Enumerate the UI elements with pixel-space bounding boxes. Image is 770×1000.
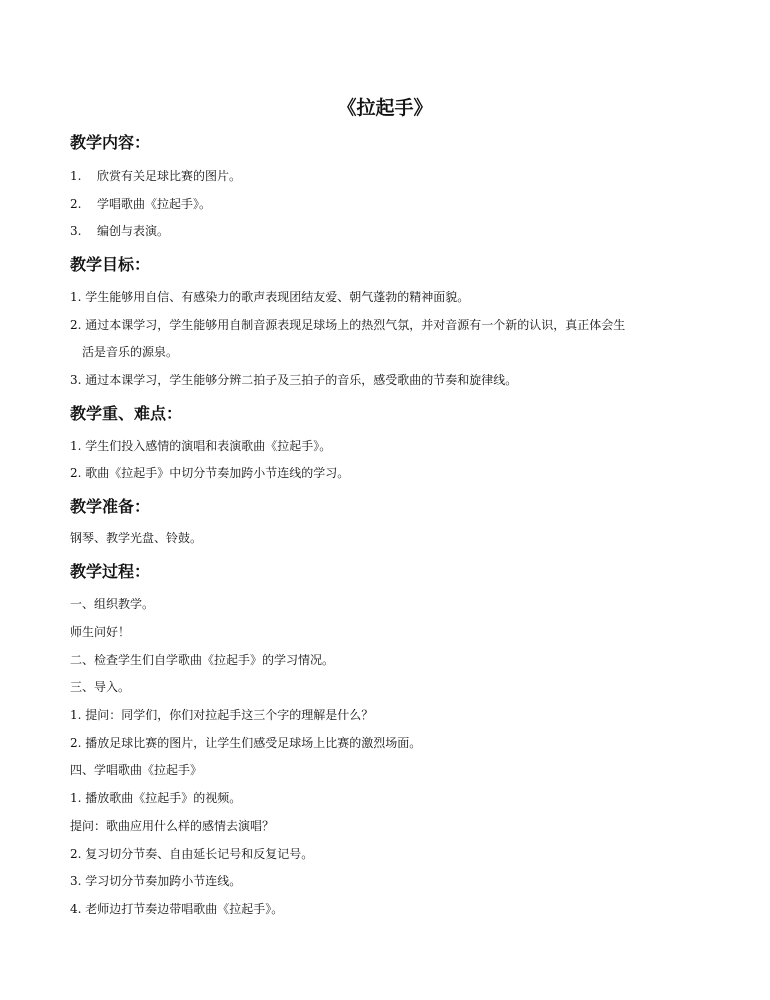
paragraph-line: 二、检查学生们自学歌曲《拉起手》的学习情况。 bbox=[70, 653, 335, 667]
paragraph-line: 2. 通过本课学习，学生能够用自制音源表现足球场上的热烈气氛，并对音源有一个新的认识，真正体会生 bbox=[70, 318, 626, 332]
section-heading-content: 教学内容： bbox=[70, 133, 151, 152]
list-item-number: 3. bbox=[70, 224, 82, 238]
paragraph-line: 三、导入。 bbox=[70, 680, 131, 694]
paragraph-line: 4. 老师边打节奏边带唱歌曲《拉起手》。 bbox=[70, 902, 284, 916]
paragraph-line: 1. 学生能够用自信、有感染力的歌声表现团结友爱、朝气蓬勃的精神面貌。 bbox=[70, 290, 470, 304]
list-item-number: 2. bbox=[70, 197, 82, 211]
list-item-text: 学唱歌曲《拉起手》。 bbox=[97, 197, 212, 211]
paragraph-line: 钢琴、教学光盘、铃鼓。 bbox=[70, 531, 203, 545]
paragraph-line: 2. 歌曲《拉起手》中切分节奏加跨小节连线的学习。 bbox=[70, 466, 350, 480]
paragraph-line: 1. 提问：同学们，你们对拉起手这三个字的理解是什么？ bbox=[70, 708, 374, 722]
list-item-text: 编创与表演。 bbox=[97, 224, 170, 238]
section-heading-process: 教学过程： bbox=[70, 562, 151, 581]
list-item-number: 1. bbox=[70, 169, 82, 183]
paragraph-line: 1. 学生们投入感情的演唱和表演歌曲《拉起手》。 bbox=[70, 439, 332, 453]
paragraph-line: 提问：歌曲应用什么样的感情去演唱？ bbox=[70, 819, 275, 833]
list-item-text: 欣赏有关足球比赛的图片。 bbox=[97, 169, 242, 183]
paragraph-line: 四、学唱歌曲《拉起手》 bbox=[70, 763, 203, 777]
paragraph-line: 1. 播放歌曲《拉起手》的视频。 bbox=[70, 791, 242, 805]
section-heading-prep: 教学准备： bbox=[70, 497, 151, 516]
paragraph-line: 3. 学习切分节奏加跨小节连线。 bbox=[70, 874, 242, 888]
paragraph-line: 3. 通过本课学习，学生能够分辨二拍子及三拍子的音乐，感受歌曲的节奏和旋律线。 bbox=[70, 373, 518, 387]
list-item bbox=[70, 167, 241, 184]
list-item bbox=[70, 222, 169, 239]
section-heading-keypoints: 教学重、难点： bbox=[70, 404, 183, 423]
paragraph-line: 2. 复习切分节奏、自由延长记号和反复记号。 bbox=[70, 847, 314, 861]
list-item bbox=[70, 195, 211, 212]
paragraph-line: 一、组织教学。 bbox=[70, 597, 155, 611]
paragraph-line: 活是音乐的源泉。 bbox=[82, 345, 179, 359]
paragraph-line: 2. 播放足球比赛的图片，让学生们感受足球场上比赛的激烈场面。 bbox=[70, 736, 422, 750]
paragraph-line: 师生问好！ bbox=[70, 625, 131, 639]
document-title: 《拉起手》 bbox=[337, 97, 433, 119]
section-heading-goals: 教学目标： bbox=[70, 255, 151, 274]
